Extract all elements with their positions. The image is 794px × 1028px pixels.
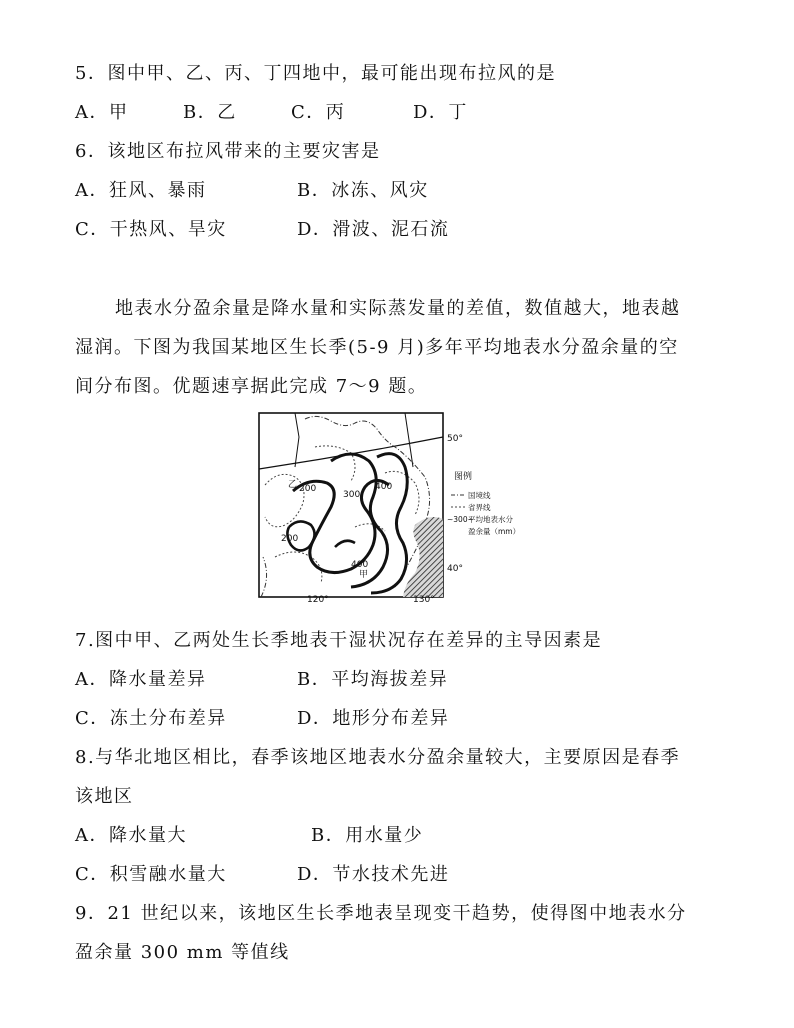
legend-border-label: 国境线 xyxy=(468,491,491,500)
q6-stem: 6．该地区布拉风带来的主要灾害是 xyxy=(75,141,381,162)
contour-label-300: 300 xyxy=(343,490,361,500)
contour-label-400-a: 400 xyxy=(375,482,393,492)
q8-stem-line-1: 8.与华北地区相比，春季该地区地表水分盈余量较大，主要原因是春季 xyxy=(75,747,681,768)
contour-label-200-b: 200 xyxy=(281,534,299,544)
q7-option-b: B．平均海拔差异 xyxy=(297,669,449,690)
sea-area xyxy=(403,517,443,597)
contour-inner xyxy=(335,541,355,547)
meridian-120-line xyxy=(295,413,299,467)
place-yi: 乙 xyxy=(288,480,298,490)
q8-option-c: C．积雪融水量大 xyxy=(75,864,227,885)
q8-option-a: A．降水量大 xyxy=(75,825,187,846)
contour-label-200-a: 200 xyxy=(299,484,317,494)
q7-stem: 7.图中甲、乙两处生长季地表干湿状况存在差异的主导因素是 xyxy=(75,630,603,651)
q5-option-d: D．丁 xyxy=(413,102,468,123)
lon-right-label: 130° xyxy=(413,595,435,603)
q7-option-c: C．冻土分布差异 xyxy=(75,708,227,729)
passage-line-2: 湿润。下图为我国某地区生长季(5-9 月)多年平均地表水分盈余量的空 xyxy=(75,337,679,358)
province-lines xyxy=(265,446,419,583)
q6-option-a: A．狂风、暴雨 xyxy=(75,180,207,201)
surface-water-surplus-map xyxy=(255,407,537,603)
q9-stem-line-1: 9．21 世纪以来，该地区生长季地表呈现变干趋势，使得图中地表水分 xyxy=(75,903,687,924)
legend-contour-label-1: 平均地表水分 xyxy=(468,515,513,524)
q6-option-b: B．冰冻、风灾 xyxy=(297,180,429,201)
contour-label-400-b: 400 xyxy=(351,560,369,570)
lat-top-label: 50° xyxy=(447,434,463,444)
q8-stem-line-2: 该地区 xyxy=(75,786,134,807)
passage-line-1: 地表水分盈余量是降水量和实际蒸发量的差值，数值越大，地表越 xyxy=(115,298,681,319)
q8-option-d: D．节水技术先进 xyxy=(297,864,450,885)
q6-option-d: D．滑波、泥石流 xyxy=(297,219,450,240)
q7-option-a: A．降水量差异 xyxy=(75,669,207,690)
q8-option-b: B．用水量少 xyxy=(311,825,424,846)
q9-stem-line-2: 盈余量 300 mm 等值线 xyxy=(75,942,290,963)
q5-stem: 5．图中甲、乙、丙、丁四地中，最可能出现布拉风的是 xyxy=(75,63,556,84)
q6-option-c: C．干热风、旱灾 xyxy=(75,219,227,240)
lat-bottom-label: 40° xyxy=(447,564,463,574)
map-svg xyxy=(255,407,537,603)
place-jia: 甲 xyxy=(359,570,369,580)
legend-province-label: 省界线 xyxy=(468,503,491,512)
legend-title: 图例 xyxy=(454,472,473,482)
q5-option-a: A．甲 xyxy=(75,102,129,123)
passage-line-3: 间分布图。优题速享据此完成 7～9 题。 xyxy=(75,376,428,397)
lon-left-label: 120° xyxy=(307,595,329,603)
q7-option-d: D．地形分布差异 xyxy=(297,708,450,729)
q5-option-b: B．乙 xyxy=(183,102,237,123)
legend-contour-symbol: ~300~ xyxy=(447,515,474,524)
q5-option-c: C．丙 xyxy=(291,102,346,123)
legend-contour-label-2: 盈余量（mm） xyxy=(468,527,521,536)
